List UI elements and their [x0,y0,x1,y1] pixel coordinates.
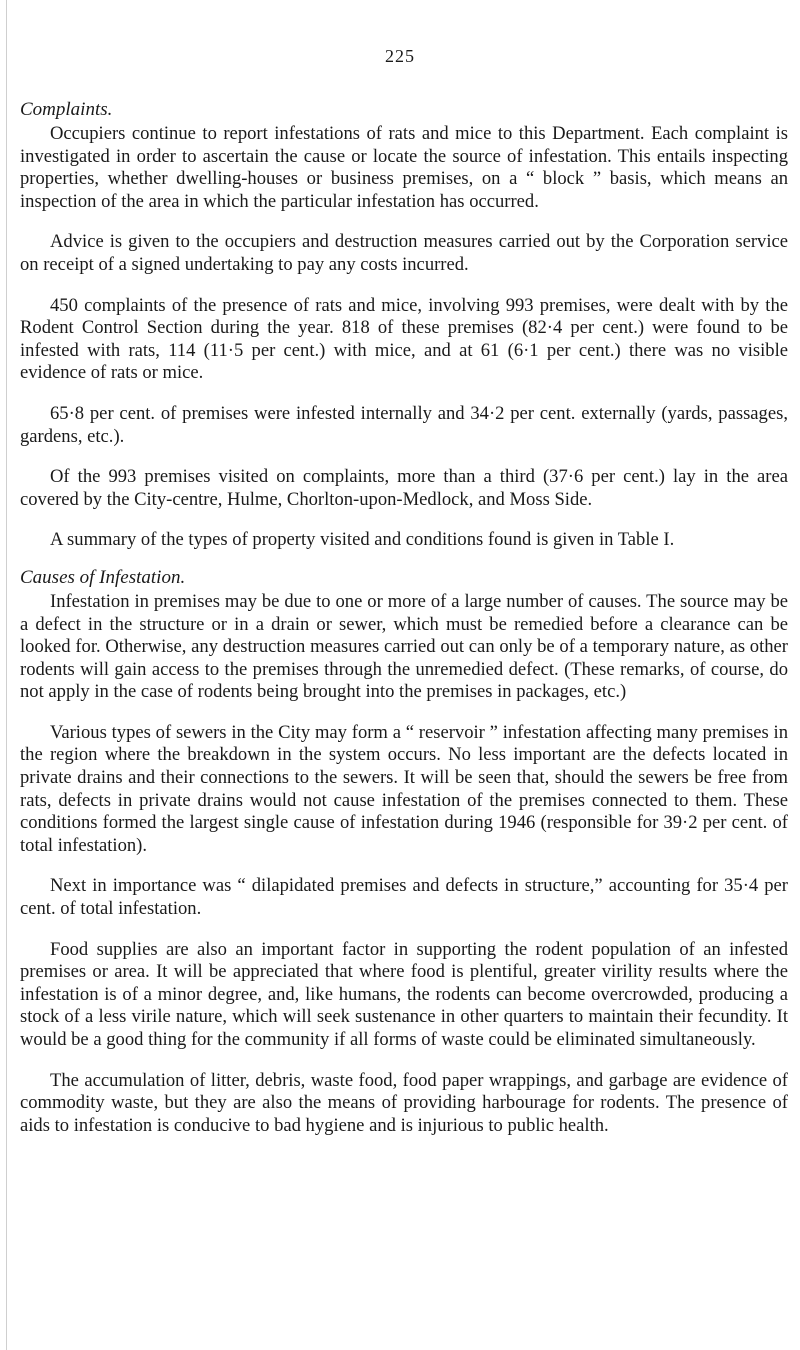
page-content [20,98,788,1137]
paragraph: 450 complaints of the presence of rats and mice, involving 993 premises, were dealt with by the Rodent Control Section during the year. 818 of these premises (82·4 per cent.) were found to be infested with rats, 114 (11·5 per cent.) with mice, and at 61 (6·1 per cent.) there was no visible evidence of rats or mice. [20,294,788,384]
paragraph: Various types of sewers in the City may form a “ reservoir ” infestation affecting many premises in the region where the breakdown in the system occurs. No less important are the defects located in private drains and their connections to the sewers. It will be seen that, should the sewers be free from rats, defects in private drains would not cause infestation of the premises connected to them. These conditions formed the largest single cause of infestation during 1946 (responsible for 39·2 per cent. of total infestation). [20,721,788,856]
paragraph: Of the 993 premises visited on complaints, more than a third (37·6 per cent.) lay in the area covered by the City-centre, Hulme, Chorlton-upon-Medlock, and Moss Side. [20,466,788,510]
section-causes-of-infestation [20,566,788,1137]
page-number: 225 [385,46,415,66]
paragraph: Advice is given to the occupiers and destruction measures carried out by the Corporation service on receipt of a signed undertaking to pay any costs incurred. [20,231,788,275]
paragraph: 65·8 per cent. of premises were infested internally and 34·2 per cent. externally (yards, passages, gardens, etc.). [20,402,788,447]
section-heading: Causes of Infestation. [20,566,186,588]
paragraph: Infestation in premises may be due to one or more of a large number of causes. The source may be a defect in the structure or in a drain or sewer, which must be remedied before a clearance can be looked for. Otherwise, any destruction measures carried out can only be of a temporary nature, as other rodents will gain access to the premises through the unremedied defect. (These remarks, of course, do not apply in the case of rodents being brought into the premises in packages, etc.) [20,590,788,703]
paragraph: Food supplies are also an important factor in supporting the rodent population of an infested premises or area. It will be appreciated that where food is plentiful, greater virility results where the infestation is of a minor degree, and, like humans, the rodents can become overcrowded, producing a stock of a less virile nature, which will seek sustenance in other quarters to maintain their fecundity. It would be a good thing for the community if all forms of waste could be eliminated simultaneously. [20,938,788,1050]
paragraph: Occupiers continue to report infestations of rats and mice to this Department. Each complaint is investigated in order to ascertain the cause or locate the source of infestation. This entails inspecting properties, whether dwelling-houses or business premises, on a “ block ” basis, which means an inspection of the area in which the particular infestation has occurred. [20,123,788,212]
section-heading: Complaints. [20,99,113,120]
paragraph: The accumulation of litter, debris, waste food, food paper wrappings, and garbage are evidence of commodity waste, but they are also the means of providing harbourage for rodents. The presence of aids to infestation is conducive to bad hygiene and is injurious to public health. [20,1069,788,1136]
paragraph: A summary of the types of property visited and conditions found is given in Table I. [50,529,675,551]
paragraph: Next in importance was “ dilapidated premises and defects in structure,” accounting for 35·4 per cent. of total infestation. [20,875,788,920]
section-complaints [20,98,788,552]
binding-edge [6,0,7,1350]
